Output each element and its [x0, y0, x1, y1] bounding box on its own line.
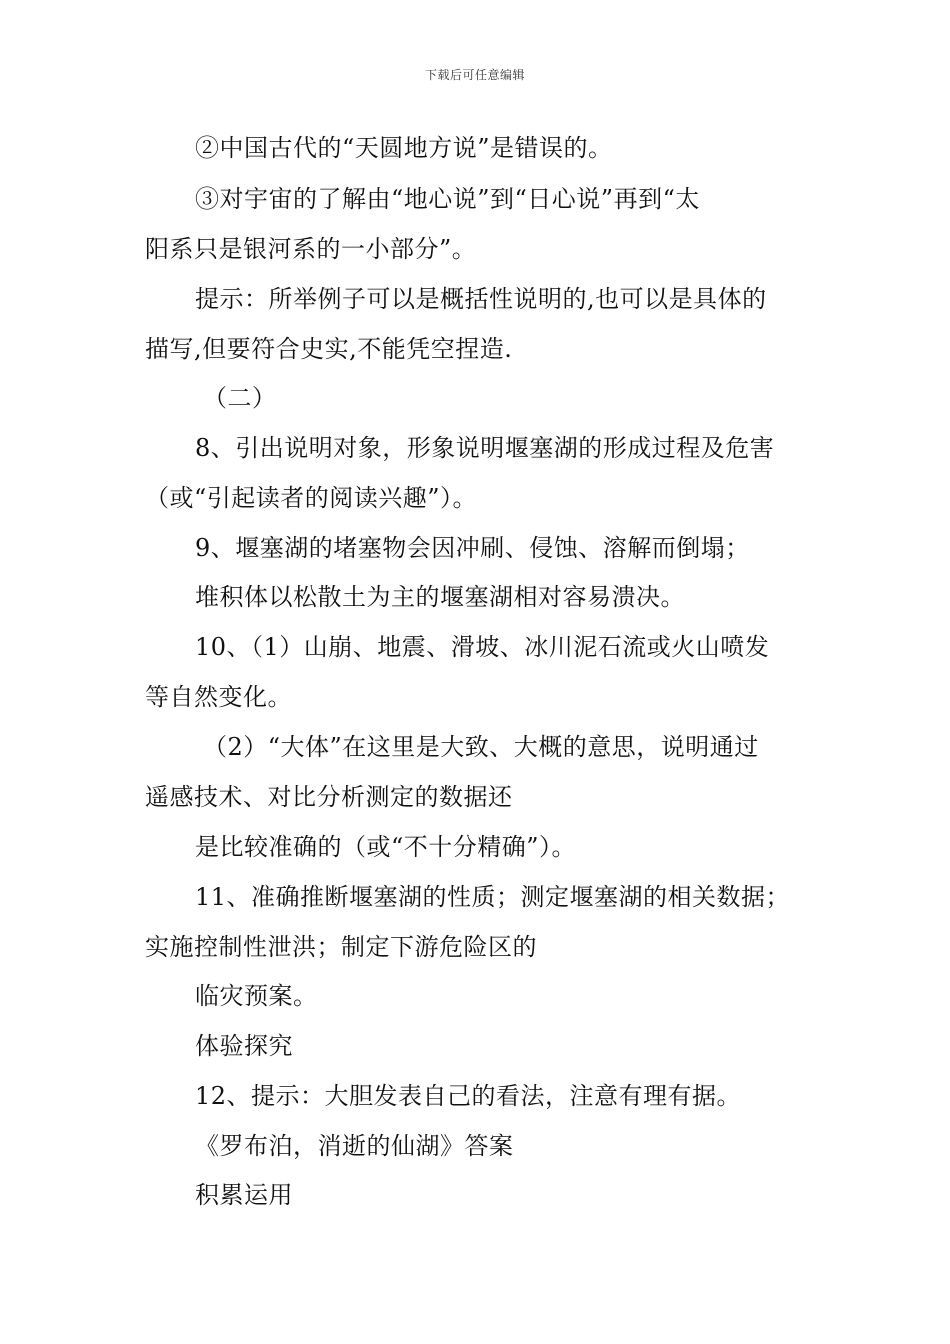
- text-line: （2）“大体”在这里是大致、大概的意思，说明通过: [203, 733, 759, 761]
- text-line: ③对宇宙的了解由“地心说”到“日心说”再到“太: [195, 185, 700, 213]
- page-header: 下载后可任意编辑: [424, 68, 525, 82]
- text-line: 8、引出说明对象，形象说明堰塞湖的形成过程及危害: [195, 434, 775, 462]
- text-line: 临灾预案。: [195, 982, 318, 1010]
- text-line: （或“引起读者的阅读兴趣”）。: [145, 484, 478, 512]
- section-heading: 体验探究: [195, 1032, 293, 1060]
- text-line: 实施控制性泄洪；制定下游危险区的: [145, 933, 537, 961]
- text-line: 是比较准确的（或“不十分精确”）。: [195, 833, 577, 861]
- text-line: 11、准确推断堰塞湖的性质；测定堰塞湖的相关数据；: [195, 883, 791, 911]
- text-line: 描写,但要符合史实,不能凭空捏造.: [145, 335, 513, 363]
- text-line: 10、（1）山崩、地震、滑坡、冰川泥石流或火山喷发: [195, 633, 770, 661]
- text-line: ②中国古代的“天圆地方说”是错误的。: [195, 134, 613, 162]
- text-line: 阳系只是银河系的一小部分”。: [145, 235, 477, 263]
- section-heading: 《罗布泊，消逝的仙湖》答案: [195, 1132, 514, 1160]
- text-line: 9、堰塞湖的堵塞物会因冲刷、侵蚀、溶解而倒塌；: [195, 534, 750, 562]
- text-line: 堆积体以松散土为主的堰塞湖相对容易溃决。: [195, 583, 685, 611]
- text-line: 12、提示：大胆发表自己的看法，注意有理有据。: [195, 1082, 742, 1110]
- text-line: 等自然变化。: [145, 683, 292, 711]
- text-line: 遥感技术、对比分析测定的数据还: [145, 783, 513, 811]
- section-heading: （二）: [203, 384, 277, 412]
- section-heading: 积累运用: [195, 1181, 293, 1209]
- text-line: 提示：所举例子可以是概括性说明的,也可以是具体的: [195, 285, 767, 313]
